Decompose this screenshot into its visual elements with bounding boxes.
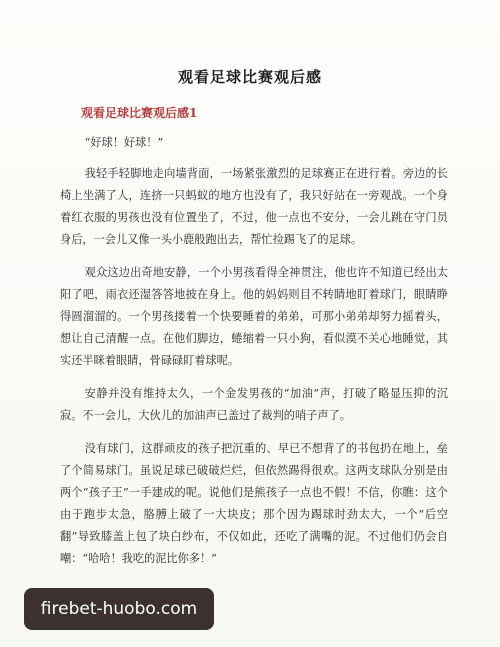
document-title: 观看足球比赛观后感 bbox=[177, 68, 322, 86]
section-heading: 观看足球比赛观后感1 bbox=[81, 106, 198, 120]
paragraph-3: 观众这边出奇地安静，一个小男孩看得全神贯注，他也许不知道已经出太阳了吧，雨衣还湿答答地披在身上。他的妈妈则目不转睛地盯着球门，眼睛睁得圆溜溜的。一个男孩搂着一个快要睡着的弟弟，可那小弟弟却努力摇着头，想让自己清醒一点。在他们脚边，蜷缩着一只小狗，看似漠不关心地睡觉，其实还半眯着眼睛，骨碌碌盯着球呢。 bbox=[60, 266, 448, 367]
paragraph-1: “好球！好球！” bbox=[84, 136, 164, 149]
document-body bbox=[60, 132, 448, 581]
paragraph-5: 没有球门，这群顽皮的孩子把沉重的、早已不想背了的书包扔在地上，垒了个简易球门。虽说足球已破破烂烂，但依然踢得很欢。这两支球队分别是由两个“孩子王”一手建成的呢。说他们是熊孩子一点也不假！不信，你瞧：这个由于跑步太急，胳膊上破了一大块皮；那个因为踢球时劲太大，一个“后空翻”导致膝盖上包了块白纱布，不仅如此，还吃了满嘴的泥。不过他们仍会自嘲：“哈哈！我吃的泥比你多！” bbox=[60, 442, 448, 565]
paragraph-2: 我轻手轻脚地走向墙背面，一场紧张激烈的足球赛正在进行着。旁边的长椅上坐满了人，连挤一只蚂蚁的地方也没有了，我只好站在一旁观战。一个身着红衣服的男孩也没有位置坐了，不过，他一点也不安分，一会儿跳在守门员身后，一会儿又像一头小鹿般跑出去，帮忙捡踢飞了的足球。 bbox=[60, 167, 448, 246]
paragraph-4: 安静并没有维持太久，一个金发男孩的“加油”声，打破了略显压抑的沉寂。不一会儿，大伙儿的加油声已盖过了裁判的哨子声了。 bbox=[60, 387, 448, 422]
watermark-badge: firebet-huobo.com bbox=[24, 588, 214, 630]
